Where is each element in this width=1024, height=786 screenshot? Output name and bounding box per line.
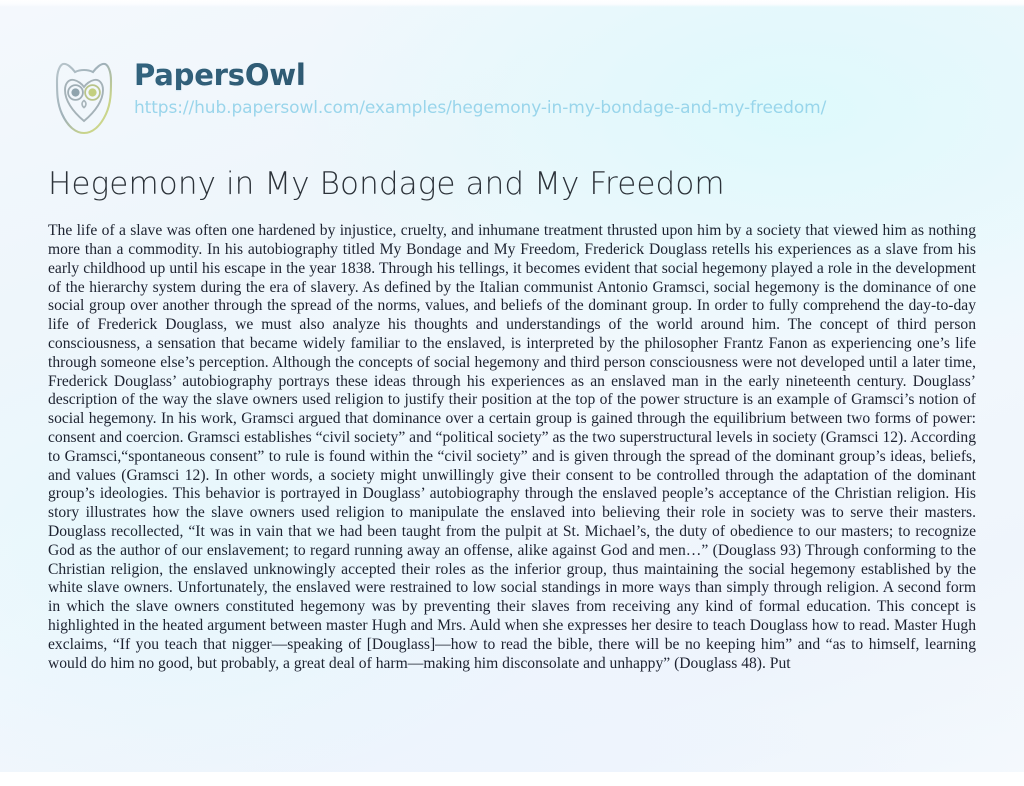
owl-logo-icon <box>48 59 120 137</box>
page-title: Hegemony in My Bondage and My Freedom <box>48 166 725 202</box>
site-header <box>48 55 826 137</box>
brand-name: PapersOwl <box>134 60 826 90</box>
article <box>48 166 976 673</box>
article-body-text: The life of a slave was often one hardened by injustice, cruelty, and inhumane treatment thrusted upon him by a society that viewed him as nothing more than a commodity. In his autobiography titled My Bondage and My Freedom, Frederick Douglass retells his experiences as a slave from his early childhood up until his escape in the year 1838. Through his tellings, it becomes evident that social hegemony played a role in the development of the hierarchy system during the era of slavery. As defined by the Italian communist Antonio Gramsci, social hegemony is the dominance of one social group over another through the spread of the norms, values, and beliefs of the dominant group. In order to fully comprehend the day-to-day life of Frederick Douglass, we must also analyze his thoughts and understandings of the world around him. The concept of third person consciousness, a sensation that became widely familiar to the enslaved, is interpreted by the philosopher Frantz Fanon as experiencing one’s life through someone else’s perception. Although the concepts of social hegemony and third person consciousness were not developed until a later time, Frederick Douglass’ autobiography portrays these ideas through his experiences as an enslaved man in the early nineteenth century. Douglass’ description of the way the slave owners used religion to justify their position at the top of the power structure is an example of Gramsci’s notion of social hegemony. In his work, Gramsci argued that dominance over a certain group is gained through the equilibrium between two forms of power: consent and coercion. Gramsci establishes “civil society” and “political society” as the two superstructural levels in society (Gramsci 12). According to Gramsci,“spontaneous consent” to rule is found within the “civil society” and is given through the spread of the dominant group’s ideas, beliefs, and values (Gramsci 12). In other words, a society might unwillingly give their consent to be controlled through the adaptation of the dominant group’s ideologies. This behavior is portrayed in Douglass’ autobiography through the enslaved people’s acceptance of the Christian religion. His story illustrates how the slave owners used religion to manipulate the enslaved into believing their role in society was to serve their masters. Douglass recollected, “It was in vain that we had been taught from the pulpit at St. Michael’s, the duty of obedience to our masters; to recognize God as the author of our enslavement; to regard running away an offense, alike against God and men…” (Douglass 93) Through conforming to the Christian religion, the enslaved unknowingly accepted their roles as the inferior group, thus maintaining the social hegemony established by the white slave owners. Unfortunately, the enslaved were restrained to low social standings in more ways than simply through religion. A second form in which the slave owners constituted hegemony was by preventing their slaves from receiving any kind of formal education. This concept is highlighted in the heated argument between master Hugh and Mrs. Auld when she expresses her desire to teach Douglass how to read. Master Hugh exclaims, “If you teach that nigger—speaking of [Douglass]—how to read the bible, there will be no keeping him” and “as to himself, learning would do him no good, but probably, a great deal of harm—making him disconsolate and unhappy” (Douglass 48). Put <box>48 222 976 672</box>
bottom-white-strip <box>0 772 1024 786</box>
brand-block <box>134 55 826 118</box>
page-url[interactable]: https://hub.papersowl.com/examples/hegemony-in-my-bondage-and-my-freedom/ <box>134 98 827 119</box>
